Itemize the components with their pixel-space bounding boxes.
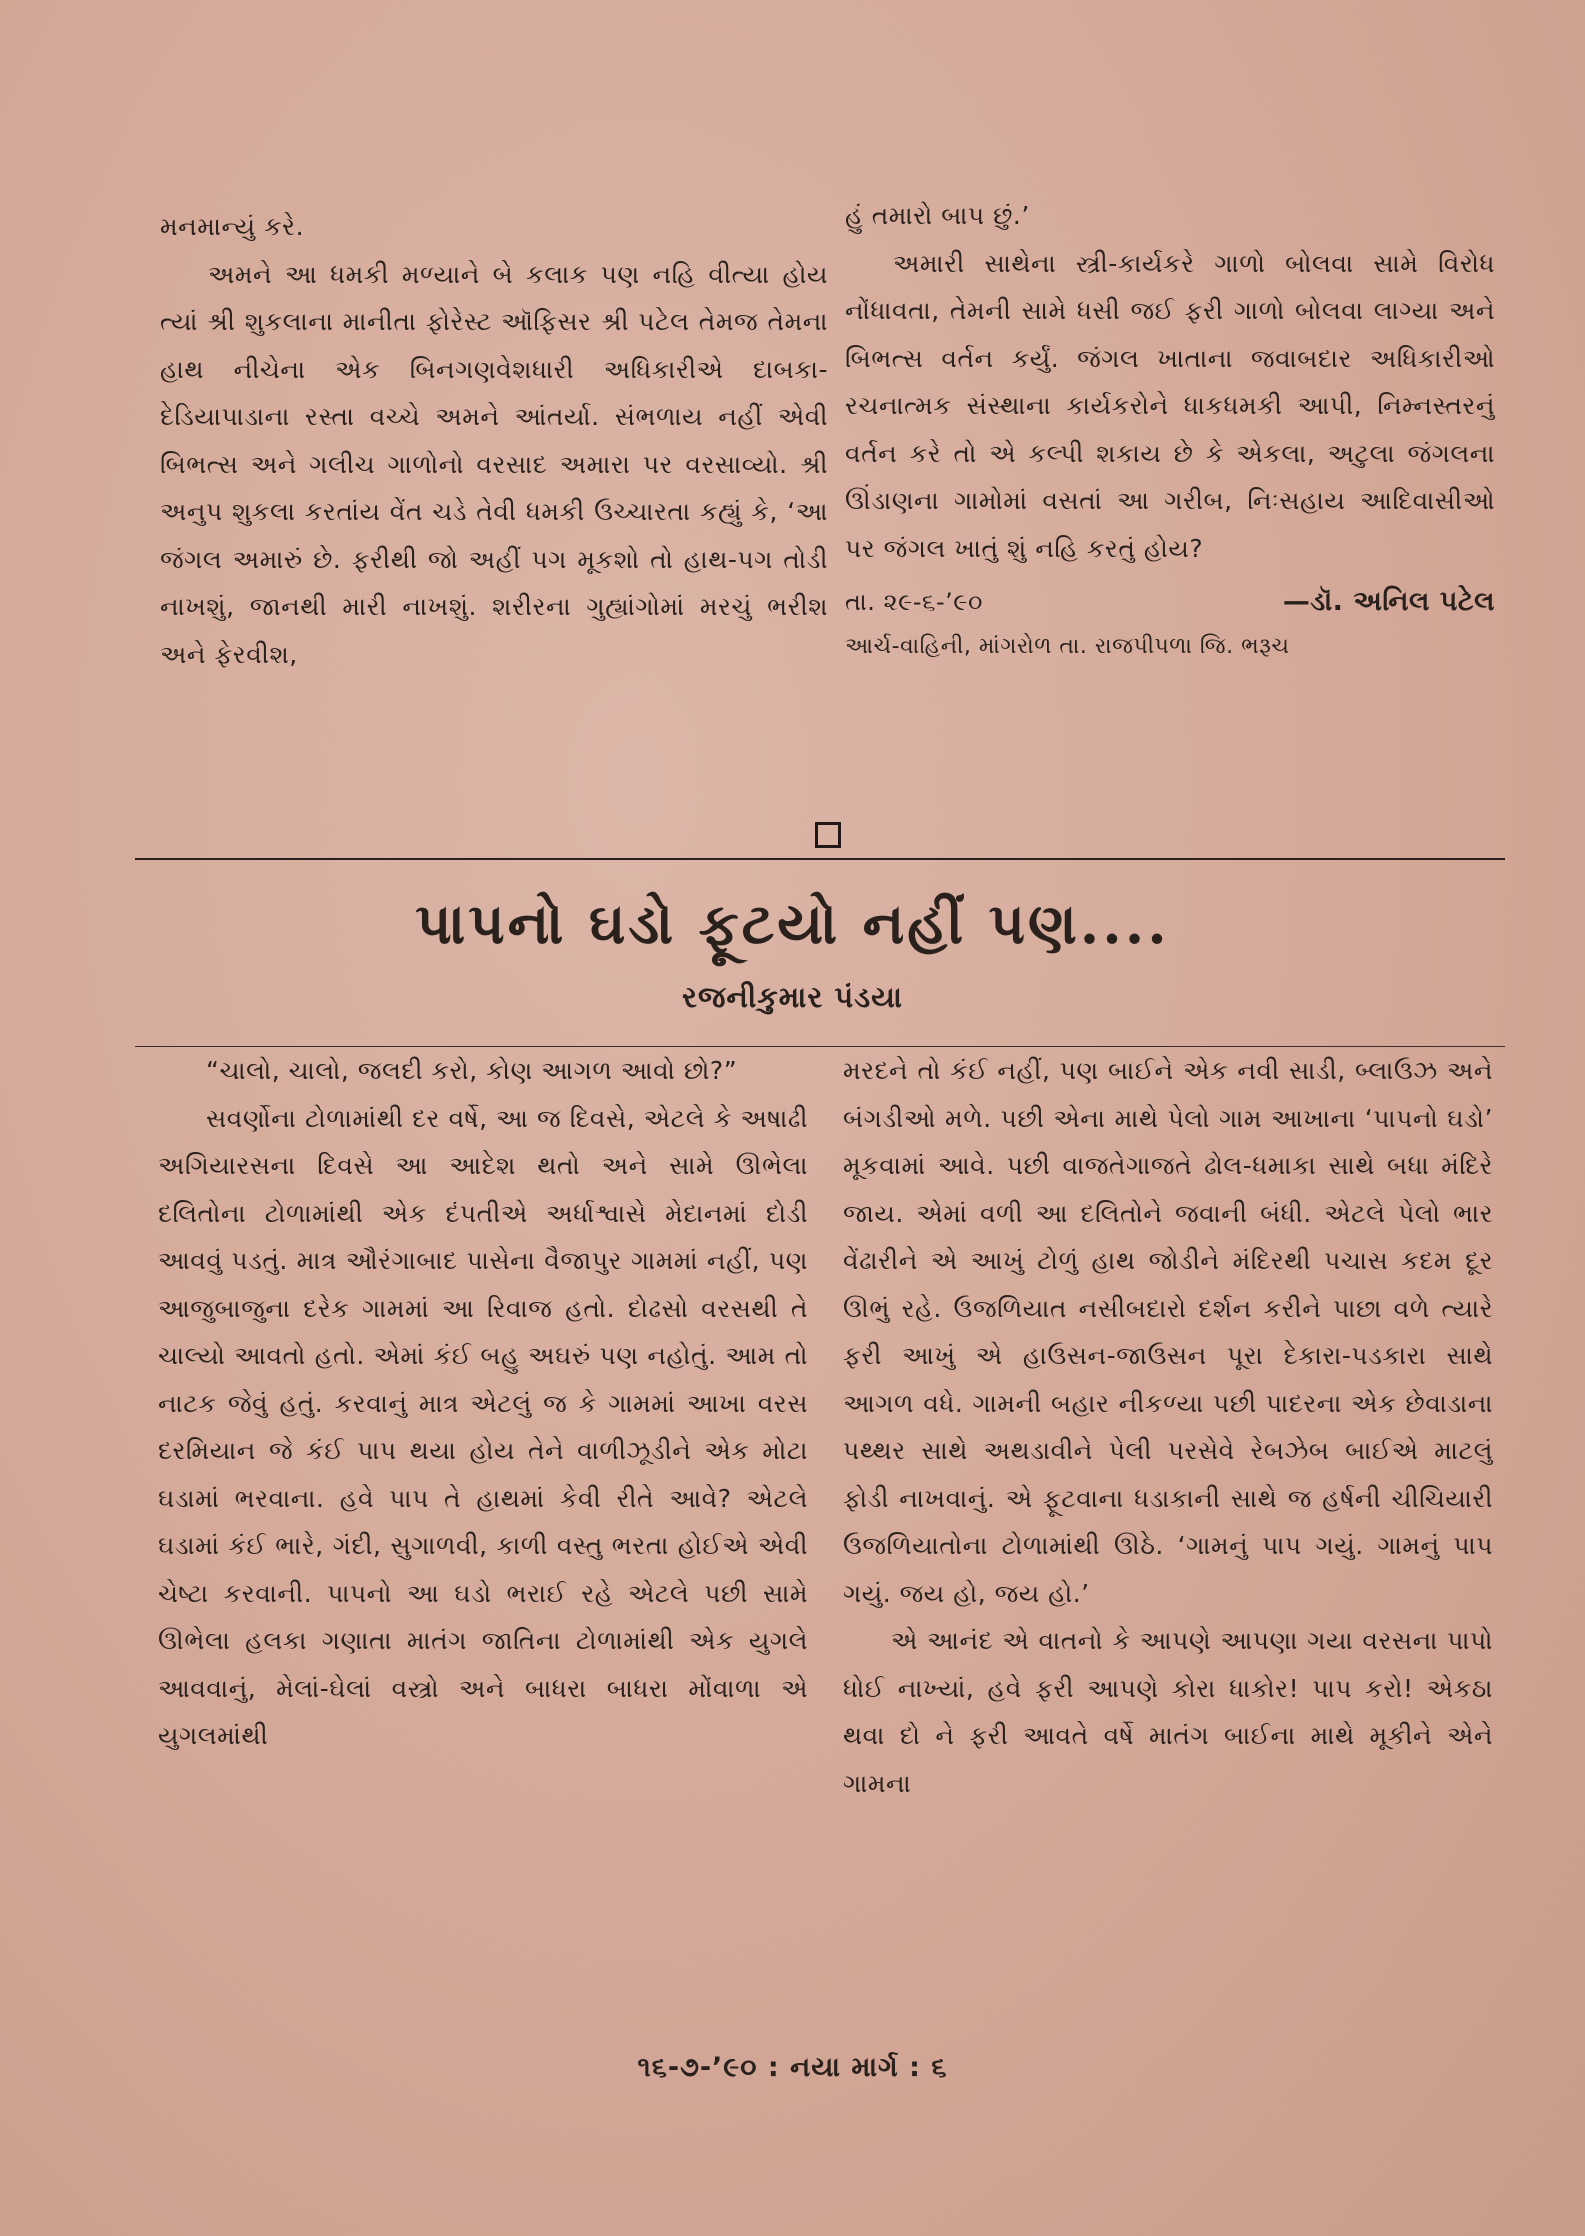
letter-signature [845,578,1495,627]
letter-paragraph: અમને આ ધમકી મળ્યાને બે કલાક પણ નહિ વીત્યા હોય ત્યાં શ્રી શુકલાના માનીતા ફોરેસ્ટ ઑફિસર શ્રી પટેલ તેમજ તેમના હાથ નીચેના એક બિનગણવેશધારી અધિકારીએ દાબકા-દેડિયાપાડાના રસ્તા વચ્ચે અમને આંતર્યા. સંભળાય નહીં એવી બિભત્સ અને ગલીચ ગાળોનો વરસાદ અમારા પર વરસાવ્યો. શ્રી અનુપ શુકલા કરતાંય વેંત ચડે તેવી ધમકી ઉચ્ચારતા કહ્યું કે, ‘આ જંગલ અમારું છે. ફરીથી જો અહીં પગ મૂકશો તો હાથ-પગ તોડી નાખશું, જાનથી મારી નાખશું. શરીરના ગુહ્યાંગોમાં મરચું ભરીશ અને ફેરવીશ, [160,259,828,669]
article-paragraph: એ આનંદ એ વાતનો કે આપણે આપણા ગયા વરસના પાપો ધોઈ નાખ્યાં, હવે ફરી આપણે કોરા ધાકોર! પાપ કરો! એકઠા થવા દો ને ફરી આવતે વર્ષે માતંગ બાઈના માથે મૂકીને એને ગામના [843,1626,1493,1798]
letter-author-address: આર્ચ-વાહિની, માંગરોળ તા. રાજપીપળા જિ. ભરૂચ [845,633,1290,659]
section-divider [135,858,1505,860]
article-paragraph: સવર્ણોના ટોળામાંથી દર વર્ષે, આ જ દિવસે, એટલે કે અષાઢી અગિયારસના દિવસે આ આદેશ થતો અને સામે ઊભેલા દલિતોના ટોળામાંથી એક દંપતીએ અર્ધાશ્વાસે મેદાનમાં દોડી આવવું પડતું. માત્ર ઔરંગાબાદ પાસેના વૈજાપુર ગામમાં નહીં, પણ આજુબાજુના દરેક ગામમાં આ રિવાજ હતો. દોઢસો વરસથી તે ચાલ્યો આવતો હતો. એમાં કંઈ બહુ અઘરું પણ નહોતું. આમ તો નાટક જેવું હતું. કરવાનું માત્ર એટલું જ કે ગામમાં આખા વરસ દરમિયાન જે કંઈ પાપ થયા હોય તેને વાળીઝૂડીને એક મોટા ઘડામાં ભરવાના. હવે પાપ તે હાથમાં કેવી રીતે આવે? એટલે ઘડામાં કંઈ ભારે, ગંદી, સુગાળવી, કાળી વસ્તુ ભરતા હોઈએ એવી ચેષ્ટા કરવાની. પાપનો આ ઘડો ભરાઈ રહે એટલે પછી સામે ઊભેલા હલકા ગણાતા માતંગ જાતિના ટોળામાંથી એક યુગલે આવવાનું, મેલાં-ઘેલાં વસ્ત્રો અને બાધરા બાધરા મોંવાળા એ યુગલમાંથી [158,1103,808,1750]
letter-column-right [845,192,1495,665]
article-title: પાપનો ઘડો ફૂટયો નહીં પણ.... [415,891,1170,957]
article-paragraph: મરદને તો કંઈ નહીં, પણ બાઈને એક નવી સાડી, બ્લાઉઝ અને બંગડીઓ મળે. પછી એના માથે પેલો ગામ આખાના ‘પાપનો ઘડો’ મૂકવામાં આવે. પછી વાજતેગાજતે ઢોલ-ધમાકા સાથે બધા મંદિરે જાય. એમાં વળી આ દલિતોને જવાની બંધી. એટલે પેલો ભાર વેંઢારીને એ આખું ટોળું હાથ જોડીને મંદિરથી પચાસ કદમ દૂર ઊભું રહે. ઉજળિયાત નસીબદારો દર્શન કરીને પાછા વળે ત્યારે ફરી આખું એ હાઉસન-જાઉસન પૂરા દેકારા-પડકારા સાથે આગળ વધે. ગામની બહાર નીકળ્યા પછી પાદરના એક છેવાડાના પથ્થર સાથે અથડાવીને પેલી પરસેવે રેબઝેબ બાઈએ માટલું ફોડી નાખવાનું. એ ફૂટવાના ધડાકાની સાથે જ હર્ષની ચીચિયારી ઉજળિયાતોના ટોળામાંથી ઊઠે. ‘ગામનું પાપ ગયું. ગામનું પાપ ગયું. જય હો, જય હો.’ [843,1056,1493,1608]
page-footer: ૧૬-૭-’૯૦ : નયા માર્ગ : ૬ [637,2052,948,2083]
article-paragraph: “ચાલો, ચાલો, જલદી કરો, કોણ આગળ આવો છો?” [206,1056,738,1085]
letter-author: —ડૉ. અનિલ પટેલ [1282,586,1495,617]
article-column-left [158,1047,808,1760]
letter-column-left [160,203,828,678]
letter-date: તા. ૨૯-૬-’૯૦ [845,588,983,616]
end-of-article-square-icon [815,822,841,848]
article-column-right [843,1047,1493,1807]
letter-paragraph: અમારી સાથેના સ્ત્રી-કાર્યકરે ગાળો બોલવા સામે વિરોધ નોંધાવતા, તેમની સામે ધસી જઈ ફરી ગાળો બોલવા લાગ્યા અને બિભત્સ વર્તન કર્યું. જંગલ ખાતાના જવાબદાર અધિકારીઓ રચનાત્મક સંસ્થાના કાર્યકરોને ધાકધમકી આપી, નિમ્નસ્તરનું વર્તન કરે તો એ કલ્પી શકાય છે કે એકલા, અટુલા જંગલના ઊંડાણના ગામોમાં વસતાં આ ગરીબ, નિઃસહાય આદિવાસીઓ પર જંગલ ખાતું શું નહિ કરતું હોય? [845,248,1495,563]
article-author: રજનીકુમાર પંડયા [681,980,904,1014]
letter-paragraph: મનમાન્યું કરે. [160,212,305,241]
letter-paragraph: હું તમારો બાપ છું.’ [845,201,1030,230]
